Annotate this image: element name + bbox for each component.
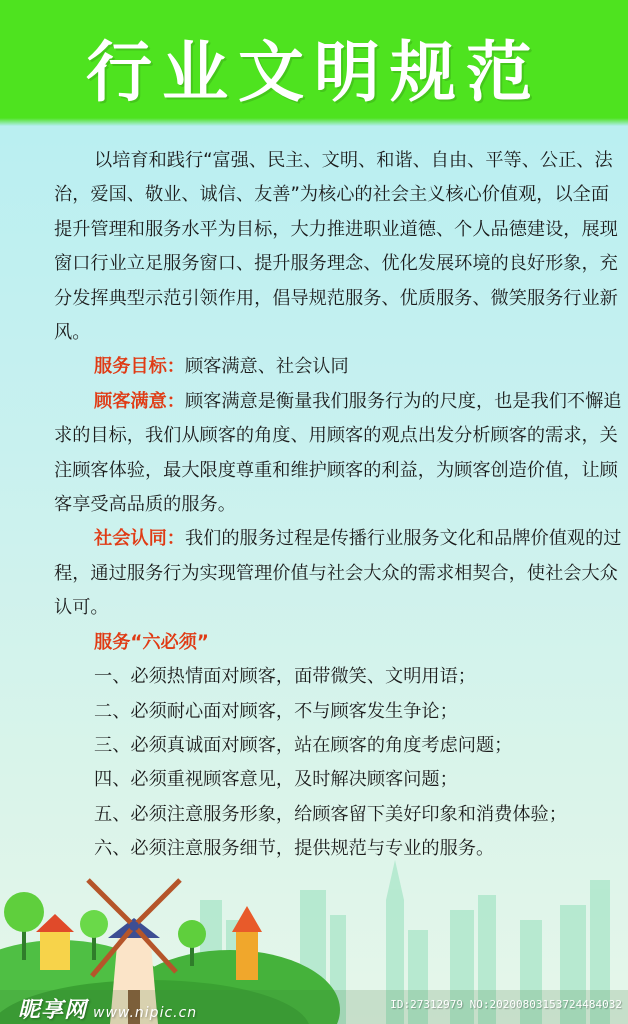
header-fade (0, 118, 628, 126)
social-recognition-text: 我们的服务过程是传播行业服务文化和品牌价值观的过程，通过服务行为实现管理价值与社会大众的需求相契合，使社会大众认可。 (54, 528, 622, 619)
customer-satisfaction-label: 顾客满意： (94, 390, 185, 412)
service-goal-line (54, 350, 622, 384)
social-recognition-label: 社会认同： (94, 528, 185, 550)
watermark-brand-name: 昵享网 (18, 998, 88, 1023)
service-goal-text: 顾客满意、社会认同 (184, 356, 349, 378)
service-goal-label: 服务目标： (94, 356, 185, 378)
list-item: 二、必须耐心面对顾客，不与顾客发生争论； (94, 700, 458, 722)
list-item: 一、必须热情面对顾客，面带微笑、文明用语； (94, 666, 476, 688)
six-musts-heading-line (54, 626, 622, 660)
customer-satisfaction-paragraph (54, 385, 622, 523)
watermark-url: www.nipic.cn (93, 1005, 198, 1021)
six-musts-list (54, 660, 622, 866)
page-title: 行业文明规范 (86, 33, 542, 111)
six-musts-heading: 服务“六必须” (94, 631, 209, 653)
watermark-brand (18, 993, 197, 1024)
customer-satisfaction-text: 顾客满意是衡量我们服务行为的尺度，也是我们不懈追求的目标，我们从顾客的角度、用顾客的观点出发分析顾客的需求，关注顾客体验，最大限度尊重和维护顾客的利益，为顾客创造价值，让顾客享受高品质的服务。 (54, 390, 622, 516)
list-item: 三、必须真诚面对顾客，站在顾客的角度考虑问题； (94, 734, 513, 756)
content-body (54, 144, 622, 867)
list-item: 六、必须注意服务细节，提供规范与专业的服务。 (94, 838, 495, 860)
watermark-id: ID:27312979 NO:20200803153724484032 (390, 998, 622, 1011)
list-item: 五、必须注意服务形象，给顾客留下美好印象和消费体验； (94, 803, 567, 825)
intro-paragraph: 以培育和践行“富强、民主、文明、和谐、自由、平等、公正、法治，爱国、敬业、诚信、友善”为核心的社会主义核心价值观，以全面提升管理和服务水平为目标，大力推进职业道德、个人品德建设，展现窗口行业立足服务窗口、提升服务理念、优化发展环境的良好形象，充分发挥典型示范引领作用，倡导规范服务、优质服务、微笑服务行业新风。 (54, 150, 618, 344)
list-item: 四、必须重视顾客意见，及时解决顾客问题； (94, 769, 458, 791)
social-recognition-paragraph (54, 522, 622, 625)
